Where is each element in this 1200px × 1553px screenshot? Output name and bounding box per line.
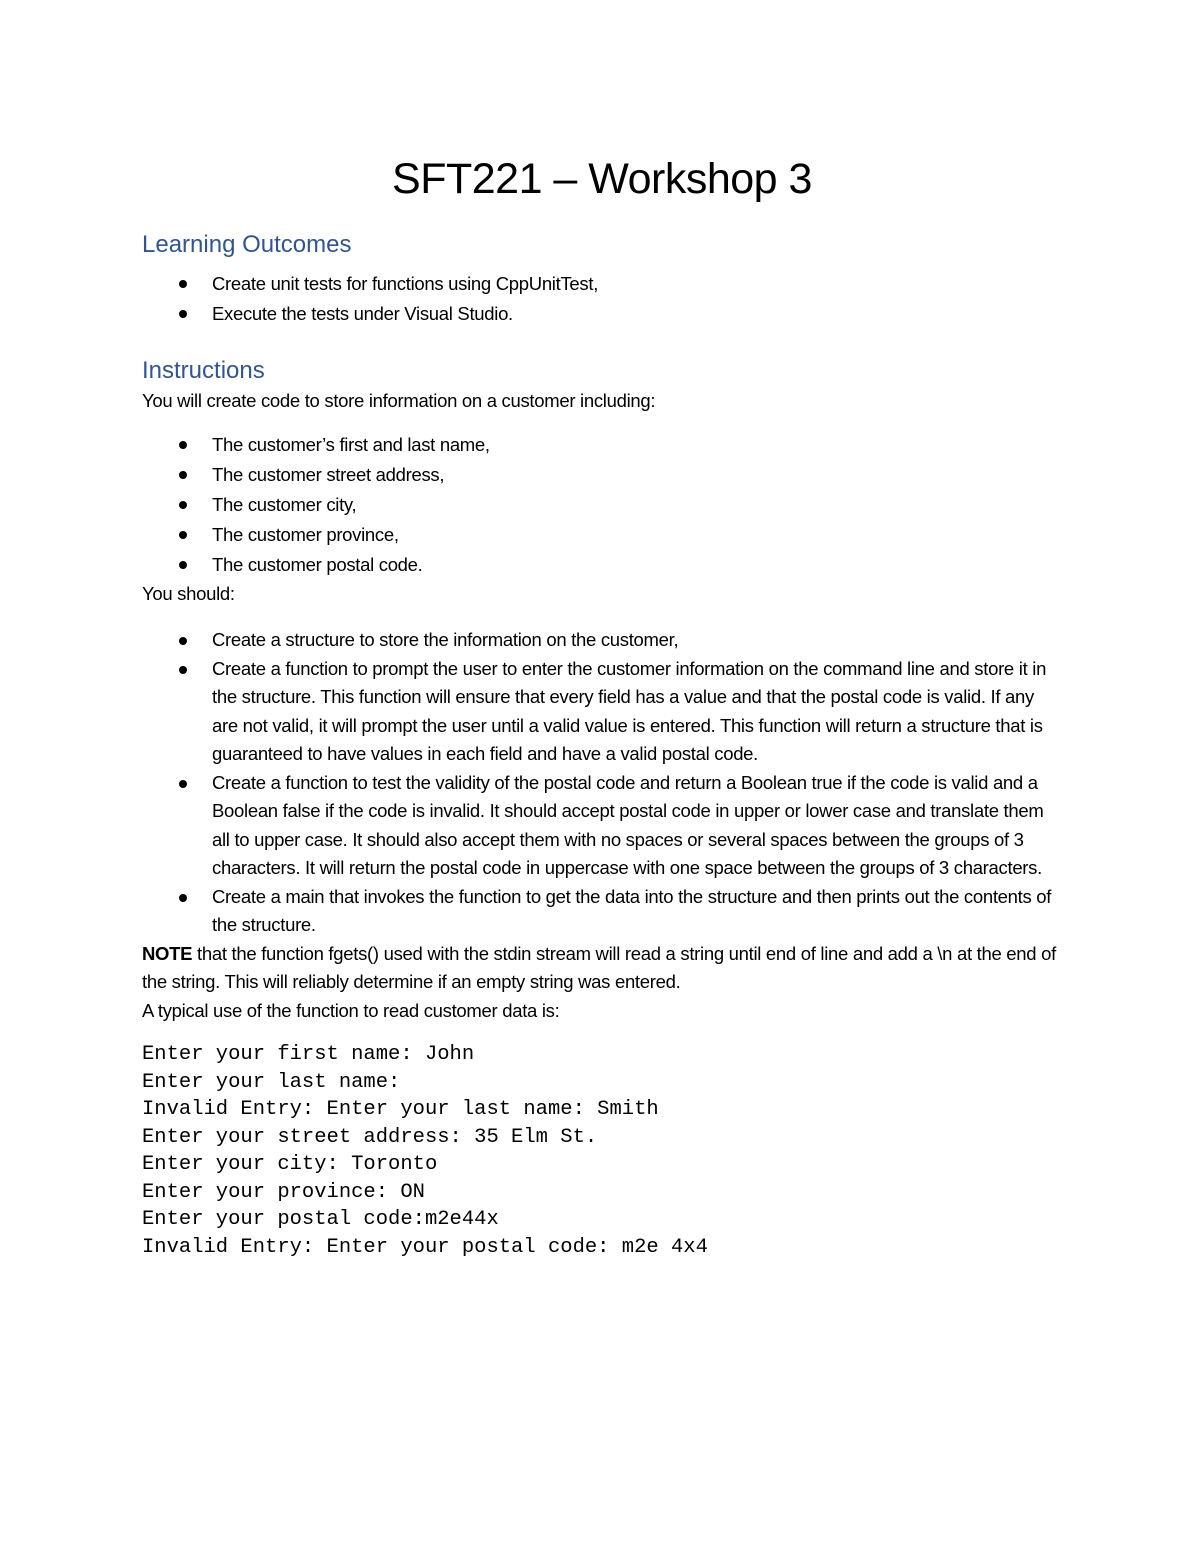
list-item: Execute the tests under Visual Studio.: [142, 299, 1062, 329]
list-item: Create a function to prompt the user to enter the customer information on the command line and store it in the structure. This function will ensure that every field has a value and that the postal code is valid. If any are not valid, it will prompt the user until a valid value is entered. This function will return a structure that is guaranteed to have values in each field and have a valid postal code.: [142, 655, 1062, 769]
document-title: SFT221 – Workshop 3: [392, 155, 812, 203]
list-item: The customer province,: [142, 520, 1062, 550]
code-line: Enter your postal code:m2e44x: [142, 1208, 499, 1231]
list-item: The customer street address,: [142, 460, 1062, 490]
list-item: Create unit tests for functions using CppUnitTest,: [142, 269, 1062, 299]
code-line: Invalid Entry: Enter your last name: Smith: [142, 1098, 659, 1121]
customer-fields-list: [142, 430, 1062, 580]
typical-use-paragraph: A typical use of the function to read customer data is:: [142, 999, 560, 1021]
tasks-list: [142, 626, 1062, 940]
bullet-icon: [179, 780, 187, 788]
bullet-icon: [179, 310, 187, 318]
learning-outcomes-heading: Learning Outcomes: [142, 231, 352, 258]
note-paragraph: [142, 940, 1062, 997]
bullet-icon: [179, 280, 187, 288]
bullet-icon: [179, 561, 187, 569]
note-text: that the function fgets() used with the stdin stream will read a string until end of line and add a \n at the end of the string. This will reliably determine if an empty string was entered.: [142, 942, 1056, 992]
bullet-icon: [179, 666, 187, 674]
document-page: [142, 150, 1062, 1261]
code-line: Enter your city: Toronto: [142, 1153, 438, 1176]
code-line: Enter your last name:: [142, 1070, 401, 1094]
bullet-icon: [179, 471, 187, 479]
code-line: Invalid Entry: Enter your postal code: m2e 4x4: [142, 1235, 708, 1259]
list-item: The customer postal code.: [142, 550, 1062, 580]
instructions-intro: You will create code to store information on a customer including:: [142, 390, 656, 411]
list-item: Create a main that invokes the function to get the data into the structure and then prints out the contents of the structure.: [142, 883, 1062, 940]
list-item: The customer’s first and last name,: [142, 430, 1062, 460]
bullet-icon: [179, 894, 187, 902]
you-should-label: You should:: [142, 582, 235, 604]
bullet-icon: [179, 531, 187, 539]
code-line: Enter your street address: 35 Elm St.: [142, 1125, 598, 1149]
code-line: Enter your province: ON: [142, 1180, 425, 1204]
learning-outcomes-list: [142, 269, 1062, 329]
sample-session-code: [142, 1041, 1062, 1261]
code-line: Enter your first name: John: [142, 1043, 475, 1066]
instructions-heading: Instructions: [142, 357, 265, 384]
bullet-icon: [179, 501, 187, 509]
note-label: NOTE: [142, 942, 193, 964]
bullet-icon: [179, 637, 187, 645]
bullet-icon: [179, 441, 187, 449]
list-item: The customer city,: [142, 490, 1062, 520]
list-item: Create a function to test the validity of the postal code and return a Boolean true if the code is valid and a Boolean false if the code is invalid. It should accept postal code in upper or lower case and translate them all to upper case. It should also accept them with no spaces or several spaces between the groups of 3 characters. It will return the postal code in uppercase with one space between the groups of 3 characters.: [142, 769, 1062, 883]
list-item: Create a structure to store the information on the customer,: [142, 626, 1062, 655]
